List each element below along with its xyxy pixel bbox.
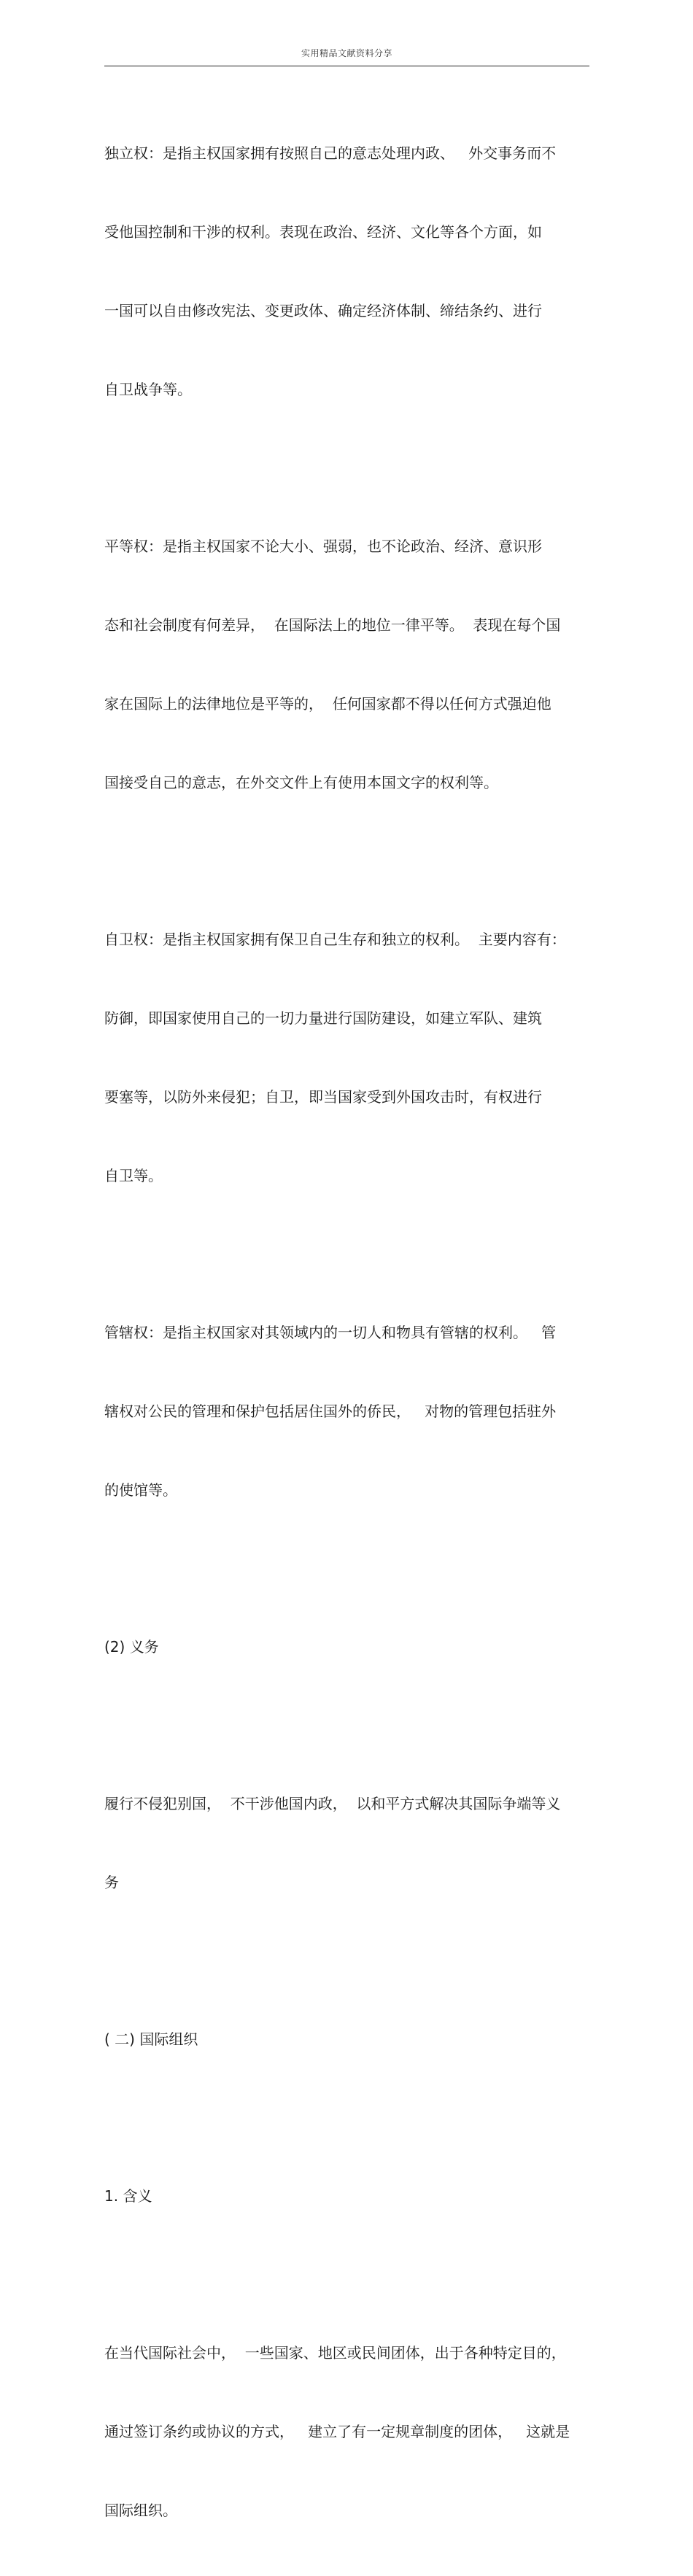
paragraph-independence-right [104,88,589,455]
paragraph-gap [104,1948,589,1974]
paragraph-gap [104,455,589,481]
text-line: 自卫权：是指主权国家拥有保卫自己生存和独立的权利。 主要内容有： [104,931,566,948]
heading-definition [104,2130,589,2262]
paragraph-gap [104,2262,589,2287]
paragraph-gap [104,2105,589,2130]
text-line: 履行不侵犯别国， 不干涉他国内政， 以和平方式解决其国际争端等义 [104,1795,561,1812]
text-line: 国接受自己的意志，在外交文件上有使用本国文字的权利等。 [104,774,498,791]
text-line: 务 [104,1874,119,1891]
text-line: 辖权对公民的管理和保护包括居住国外的侨民， 对物的管理包括驻外 [104,1403,557,1420]
text-line: 在当代国际社会中， 一些国家、地区或民间团体，出于各种特定目的， [104,2344,566,2362]
text-line: 1. 含义 [104,2187,152,2205]
paragraph-equality-right [104,481,589,848]
paragraph-definition [104,2287,589,2576]
page-header-title: 实用精品文献资料分享 [301,48,392,58]
text-line: 国际组织。 [104,2502,177,2519]
text-line: 独立权：是指主权国家拥有按照自己的意志处理内政、 外交事务而不 [104,144,557,162]
text-line: 防御，即国家使用自己的一切力量进行国防建设，如建立军队、建筑 [104,1009,542,1027]
paragraph-obligations [104,1738,589,1948]
paragraph-gap [104,1556,589,1581]
text-line: 一国可以自由修改宪法、变更政体、确定经济体制、缔结条约、进行 [104,302,542,319]
paragraph-gap [104,848,589,874]
text-line: ( 二) 国际组织 [104,2030,198,2048]
paragraph-gap [104,1241,589,1267]
text-line: 态和社会制度有何差异， 在国际法上的地位一律平等。 表现在每个国 [104,616,561,634]
heading-international-organizations [104,1974,589,2105]
paragraph-gap [104,1712,589,1738]
heading-obligations [104,1581,589,1712]
text-line: 通过签订条约或协议的方式， 建立了有一定规章制度的团体， 这就是 [104,2423,570,2440]
text-line: 家在国际上的法律地位是平等的， 任何国家都不得以任何方式强迫他 [104,695,551,713]
document-body [104,88,589,2576]
text-line: 自卫战争等。 [104,381,192,398]
paragraph-jurisdiction-right [104,1267,589,1556]
text-line: 管辖权：是指主权国家对其领域内的一切人和物具有管辖的权利。 管 [104,1324,557,1341]
text-line: 的使馆等。 [104,1481,177,1499]
text-line: 自卫等。 [104,1167,163,1184]
text-line: 要塞等，以防外来侵犯；自卫，即当国家受到外国攻击时，有权进行 [104,1088,542,1106]
paragraph-self-defense-right [104,874,589,1241]
text-line: 平等权：是指主权国家不论大小、强弱，也不论政治、经济、意识形 [104,538,542,555]
text-line: (2) 义务 [104,1638,159,1656]
text-line: 受他国控制和干涉的权利。表现在政治、经济、文化等各个方面，如 [104,223,542,241]
